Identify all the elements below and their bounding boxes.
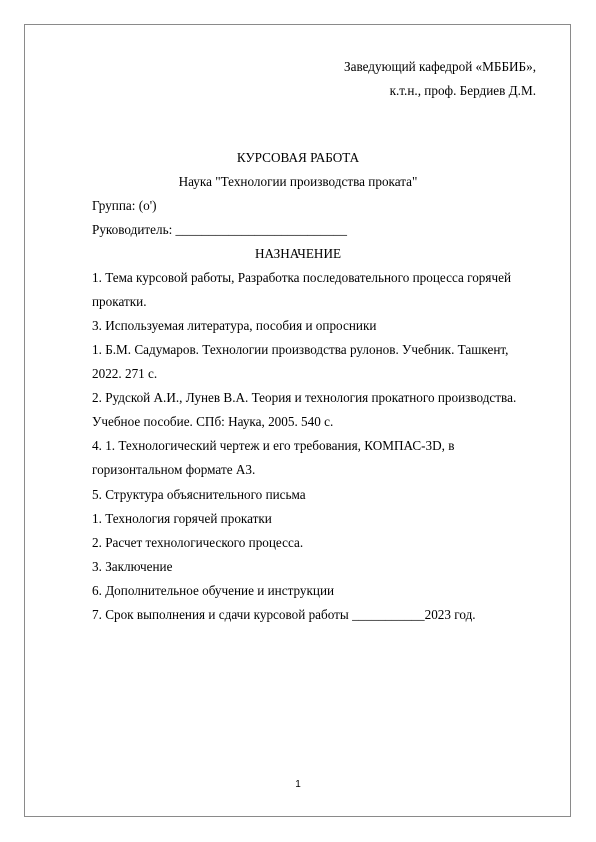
body-line: 6. Дополнительное обучение и инструкции [92,583,335,598]
body-line: 3. Заключение [92,559,173,574]
page-number: 1 [295,779,301,790]
body-line: 4. 1. Технологический чертеж и его требования, КОМПАС-3D, в [92,438,455,453]
body-line: горизонтальном формате А3. [92,462,256,477]
body-line: 3. Используемая литература, пособия и опросники [92,318,377,333]
body-line: 1. Тема курсовой работы, Разработка последовательного процесса горячей [92,270,511,285]
body-line: 5. Структура объяснительного письма [92,487,306,502]
body-line: 1. Б.М. Садумаров. Технологии производства рулонов. Учебник. Ташкент, [92,342,509,357]
body-line: прокатки. [92,294,147,309]
group-field: Группа: (о') [92,198,157,213]
section-heading: НАЗНАЧЕНИЕ [254,246,342,261]
body-line: Учебное пособие. СПб: Наука, 2005. 540 с. [92,414,334,429]
body-line: 7. Срок выполнения и сдачи курсовой работы ___________2023 год. [92,607,476,622]
document-title: КУРСОВАЯ РАБОТА [236,150,360,165]
subject-line: Наука "Технологии производства проката" [178,174,418,189]
body-line: 2. Рудской А.И., Лунев В.А. Теория и технология прокатного производства. [92,390,517,405]
supervisor-field: Руководитель: __________________________ [92,222,347,237]
body-line: 2. Расчет технологического процесса. [92,535,304,550]
body-line: 1. Технология горячей прокатки [92,511,272,526]
approval-line-1: Заведующий кафедрой «МББИБ», [344,59,536,74]
body-line: 2022. 271 с. [92,366,158,381]
approval-line-2: к.т.н., проф. Бердиев Д.М. [389,83,536,98]
